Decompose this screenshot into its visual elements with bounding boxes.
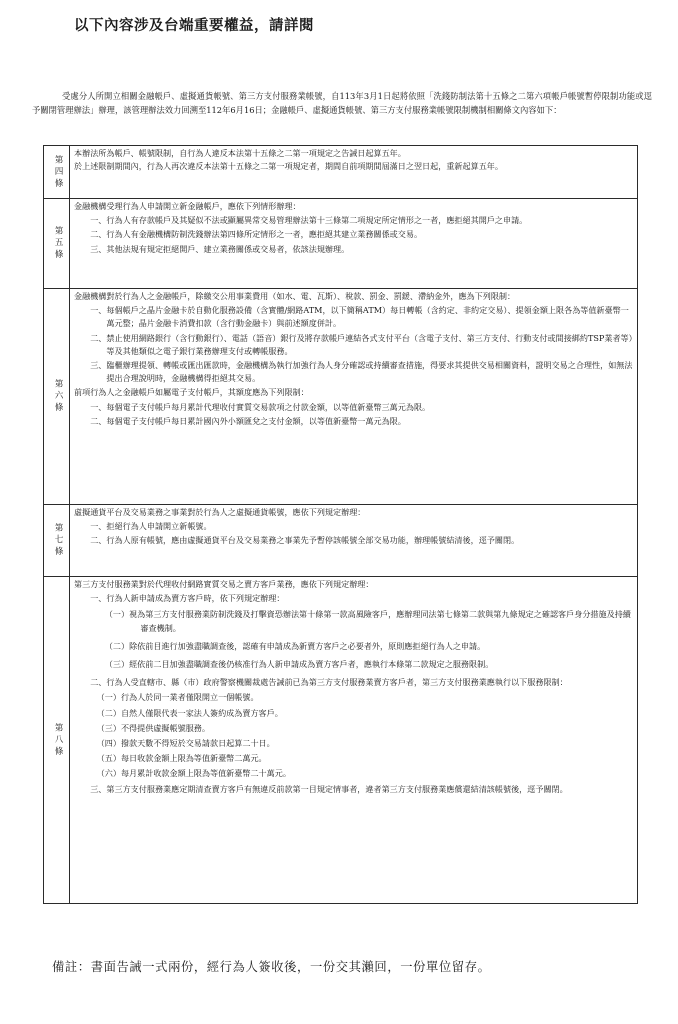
article-lead: 第三方支付服務業對於代理收付網路實質交易之賣方客戶業務，應依下列規定辦理： <box>74 579 374 589</box>
article-subitem: （二）除依前目進行加強盡職調查後，認確有申請成為新賣方客戶之必要者外，原則應拒絕行為人之申請。 <box>104 640 486 651</box>
article-line: 本辦法所為帳戶、帳號限制，自行為人違反本法第十五條之二第一項規定之告誡日起算五年。 <box>74 148 406 158</box>
article-subitem: （三）不得提供虛擬帳號服務。 <box>96 722 210 733</box>
article-row-4 <box>44 146 638 199</box>
article-item: 一、拒絕行為人申請開立新帳號。 <box>90 521 212 532</box>
document-title: 以下內容涉及台端重要權益，請詳閱 <box>74 17 314 34</box>
article-section-head: 三、第三方支付服務業應定期清查賣方客戶有無違反前款第一目規定情事者，違者第三方支付服務業應償還結清該帳號後，逕予關閉。 <box>90 783 568 794</box>
article-lead: 虛擬通貨平台及交易業務之事業對於行為人之虛擬通貨帳號，應依下列規定辦理： <box>74 507 366 517</box>
article-body <box>70 199 638 289</box>
article-body <box>70 577 638 904</box>
article-subitem: （二）自然人僅限代表一家法人簽約成為賣方客戶。 <box>96 707 283 718</box>
article-lead: 金融機構受理行為人申請開立新金融帳戶，應依下列情形辦理： <box>74 201 301 211</box>
article-item: 二、禁止使用網路銀行（含行動銀行）、電話（語音）銀行及將存款帳戶連結各式支付平台（含電子支付、第三方支付、行動支付或間接綁約TSP業者等）等及其他類似之電子銀行業務辦理支付或轉帳服務。 <box>90 332 633 356</box>
article-subitem: （一）視為第三方支付服務業防制洗錢及打擊資恐辦法第十條第一款高風險客戶，應辦理同法第七條第二款與第九條規定之確認客戶身分措施及持續審查機制。 <box>104 609 631 633</box>
article-label: 第六條 <box>44 289 70 505</box>
footer-note: 備註：書面告誡一式兩份，經行為人簽收後，一份交其瀨回，一份單位留存。 <box>52 960 491 974</box>
article-body <box>70 146 638 199</box>
article-label: 第五條 <box>44 199 70 289</box>
article-subitem: （一）行為人於同一業者僅限開立一個帳號。 <box>96 692 259 703</box>
article-row-5 <box>44 199 638 289</box>
article-label: 第八條 <box>44 577 70 904</box>
article-row-6 <box>44 289 638 505</box>
article-section-head: 一、行為人新申請成為賣方客戶時，依下列規定辦理： <box>90 593 285 604</box>
article-item: 二、行為人原有帳號，應由虛擬通貨平台及交易業務之事業先予暫停該帳號全部交易功能，辦理帳號結清後，逕予關閉。 <box>90 535 520 546</box>
intro-text: 受處分人所開立相關金融帳戶、虛擬通貨帳號、第三方支付服務業帳號，自113年3月1日起將依照「洗錢防制法第十五條之二第六項帳戶帳號暫停限制功能或逕予關閉管理辦法」辦理，該管理辦法效力回溯至112年6月16日；金融帳戶、虛擬通貨帳號、第三方支付服務業帳號限制機制相關條文內容如下： <box>32 91 652 115</box>
article-item: 三、其他法規有規定拒絕開戶、建立業務關係或交易者，依該法規辦理。 <box>90 243 350 254</box>
article-label: 第四條 <box>44 146 70 199</box>
article-body <box>70 289 638 505</box>
article-subitem: （三）經依前二目加強盡職調查後仍核准行為人新申請成為賣方客戶者，應執行本條第二款規定之服務限制。 <box>104 659 494 670</box>
article-item: 三、臨櫃辦理提領、轉帳或匯出匯款時，金融機構為執行加強行為人身分確認或持續審查措施，得要求其提供交易相關資料，證明交易之合理性，如無法提出合理說明時，金融機構得拒絕其交易。 <box>90 360 633 384</box>
article-body <box>70 505 638 577</box>
article-row-8 <box>44 577 638 904</box>
article-item: 二、行為人有金融機構防制洗錢辦法第四條所定情形之一者，應拒絕其建立業務關係或交易。 <box>90 229 423 240</box>
article-subitem: （五）每日收款金額上限為等值新臺幣二萬元。 <box>96 753 267 764</box>
article-subitem: （四）撥款天數不得短於交易請款日起算二十日。 <box>96 738 275 749</box>
article-label: 第七條 <box>44 505 70 577</box>
article-section-head: 二、行為人受直轄市、縣（市）政府警察機關裁處告誡前已為第三方支付服務業賣方客戶者，第三方支付服務業應執行以下服務限制： <box>90 677 568 688</box>
article-line: 於上述限制期間內，行為人再次違反本法第十五條之二第一項規定者，期間自前項期間屆滿日之翌日起，重新起算五年。 <box>74 161 503 172</box>
article-item: 一、每個帳戶之晶片金融卡於自動化服務設備（含實體/網路ATM，以下簡稱ATM）每日轉帳（含約定、非約定交易）、提領金額上限各為等值新臺幣一萬元整；晶片金融卡消費扣款（含行動金融卡）與前述額度併計。 <box>90 305 629 329</box>
article-row-7 <box>44 505 638 577</box>
article-item: 一、每個電子支付帳戶每月累計代理收付實質交易款項之付款金額，以等值新臺幣三萬元為限。 <box>90 401 431 412</box>
article-item: 一、行為人有存款帳戶及其疑似不法或顯屬異常交易管理辦法第十三條第二項規定所定情形之一者，應拒絕其開戶之申請。 <box>90 215 528 226</box>
article-lead: 金融機構對於行為人之金融帳戶，除繳交公用事業費用（如水、電、瓦斯）、稅款、罰金、罰鍰、滯納金外，應為下列限制： <box>74 291 516 301</box>
article-item: 二、每個電子支付帳戶每日累計國內外小額匯兌之支付金額，以等值新臺幣一萬元為限。 <box>90 415 406 426</box>
article-subitem: （六）每月累計收款金額上限為等值新臺幣二十萬元。 <box>96 768 291 779</box>
article-lead: 前項行為人之金融帳戶如屬電子支付帳戶，其額度應為下列限制： <box>74 387 309 398</box>
regulation-table <box>43 145 638 904</box>
intro-paragraph <box>32 89 652 117</box>
